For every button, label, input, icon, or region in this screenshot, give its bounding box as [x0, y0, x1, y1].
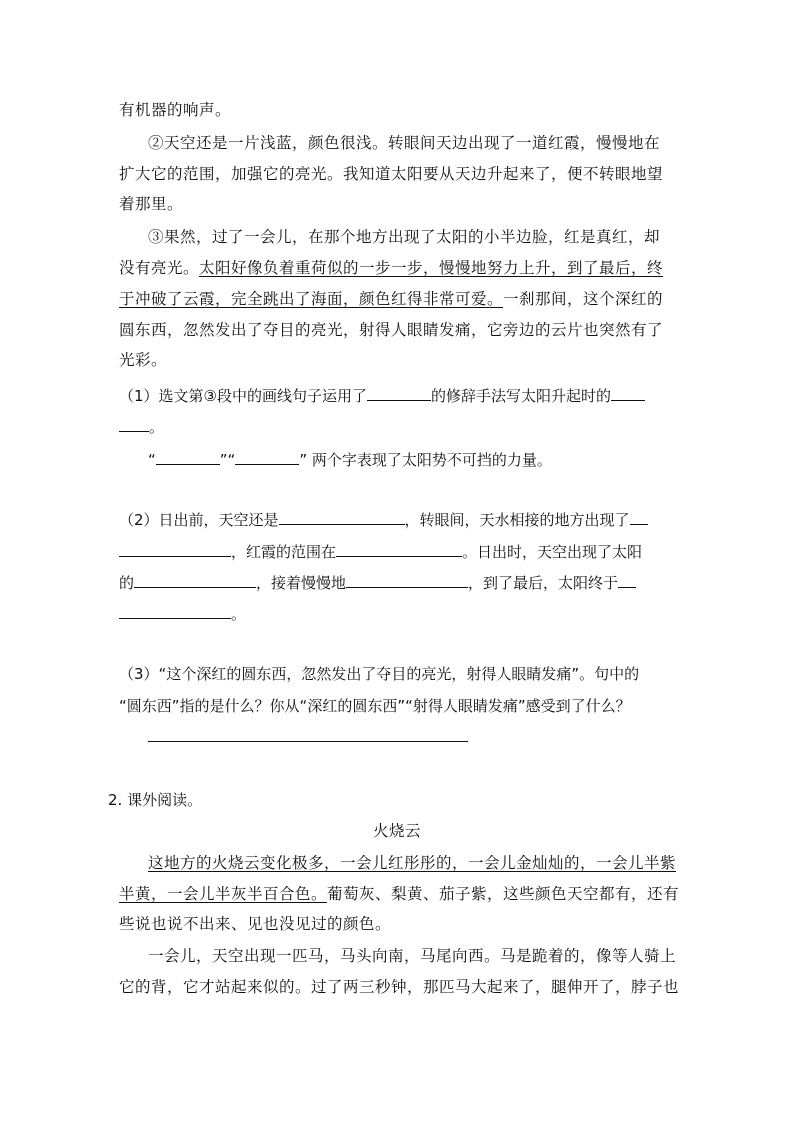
passage-line — [148, 853, 676, 873]
question-3-line: （3）“这个深红的圆东西，忽然发出了夺目的亮光，射得人眼睛发痛”。句中的 — [119, 665, 640, 683]
passage-line — [119, 884, 679, 904]
answer-blank[interactable] — [367, 384, 431, 401]
answer-line[interactable] — [148, 741, 468, 742]
question-text: （2）日出前，天空还是 — [119, 511, 279, 529]
question-text: ，到了最后，太阳终于 — [468, 574, 619, 592]
passage-line: ②天空还是一片浅蓝，颜色很浅。转眼间天边出现了一道红霞，慢慢地在 — [148, 134, 661, 152]
article-title: 火烧云 — [372, 822, 421, 840]
passage-line: 它的背，它才站起来似的。过了两三秒钟，那匹马大起来了，腿伸开了，脖子也 — [119, 978, 680, 996]
underlined-sentence: 这地方的火烧云变化极多，一会儿红彤彤的，一会儿金灿灿的，一会儿半紫 — [148, 854, 677, 872]
question-2-line — [119, 540, 642, 562]
answer-blank[interactable] — [618, 571, 636, 588]
answer-blank[interactable] — [235, 448, 299, 465]
passage-line — [119, 289, 663, 309]
passage-line: ③果然，过了一会儿，在那个地方出现了太阳的小半边脸，红是真红，却 — [148, 228, 661, 246]
answer-blank[interactable] — [630, 508, 648, 525]
passage-line: 有机器的响声。 — [119, 101, 232, 119]
question-text: 。日出时，天空出现了太阳 — [462, 543, 643, 561]
question-text: ，转眼间，天水相接的地方出现了 — [404, 511, 630, 529]
question-text: 。 — [231, 605, 247, 623]
passage-line: 些说也说不出来、见也没见过的颜色。 — [119, 915, 392, 933]
question-2-line — [119, 571, 636, 593]
answer-blank[interactable] — [134, 571, 256, 588]
question-1-line — [119, 415, 164, 437]
question-text: ，红霞的范围在 — [231, 543, 337, 561]
question-text: 的修辞手法写太阳升起时的 — [431, 387, 612, 405]
question-text: ”“ — [219, 451, 236, 469]
answer-blank[interactable] — [336, 540, 462, 557]
passage-line — [119, 258, 663, 278]
section-heading: 2. 课外阅读。 — [108, 791, 203, 809]
question-text: 。 — [149, 418, 165, 436]
question-text: “ — [148, 451, 156, 469]
question-text: （1）选文第③段中的画线句子运用了 — [119, 387, 367, 405]
answer-blank[interactable] — [156, 448, 220, 465]
plain-text: 没有亮光。 — [119, 259, 200, 277]
answer-blank[interactable] — [279, 508, 405, 525]
answer-blank[interactable] — [119, 602, 231, 619]
answer-blank[interactable] — [119, 540, 231, 557]
passage-line: 一会儿，天空出现一匹马，马头向南，马尾向西。马是跪着的，像等人骑上 — [148, 947, 677, 965]
question-1-line — [148, 448, 552, 470]
answer-blank[interactable] — [611, 384, 645, 401]
question-text: ” 两个字表现了太阳势不可挡的力量。 — [299, 451, 552, 469]
question-2-line — [119, 602, 246, 624]
passage-line: 着那里。 — [119, 195, 184, 213]
underlined-sentence: 于冲破了云霞，完全跳出了海面，颜色红得非常可爱。 — [119, 290, 504, 308]
passage-line: 圆东西，忽然发出了夺目的亮光，射得人眼睛发痛，它旁边的云片也突然有了 — [119, 321, 664, 339]
question-text: ，接着慢慢地 — [256, 574, 347, 592]
plain-text: 葡萄灰、梨黄、茄子紫，这些颜色天空都有，还有 — [327, 885, 680, 903]
underlined-sentence: 半黄，一会儿半灰半百合色。 — [119, 885, 328, 903]
passage-line: 扩大它的范围，加强它的亮光。我知道太阳要从天边升起来了，便不转眼地望 — [119, 165, 664, 183]
passage-line: 光彩。 — [119, 351, 168, 369]
question-1-line — [119, 384, 645, 406]
answer-blank[interactable] — [346, 571, 468, 588]
question-2-line — [119, 508, 648, 530]
plain-text: 一刹那间，这个深红的 — [503, 290, 664, 308]
question-text: 的 — [119, 574, 135, 592]
answer-blank[interactable] — [119, 415, 149, 432]
question-3-line: “圆东西”指的是什么？你从“深红的圆东西”“射得人眼睛发痛”感受到了什么？ — [119, 697, 631, 715]
underlined-sentence: 太阳好像负着重荷似的一步一步，慢慢地努力上升，到了最后，终 — [199, 259, 664, 277]
